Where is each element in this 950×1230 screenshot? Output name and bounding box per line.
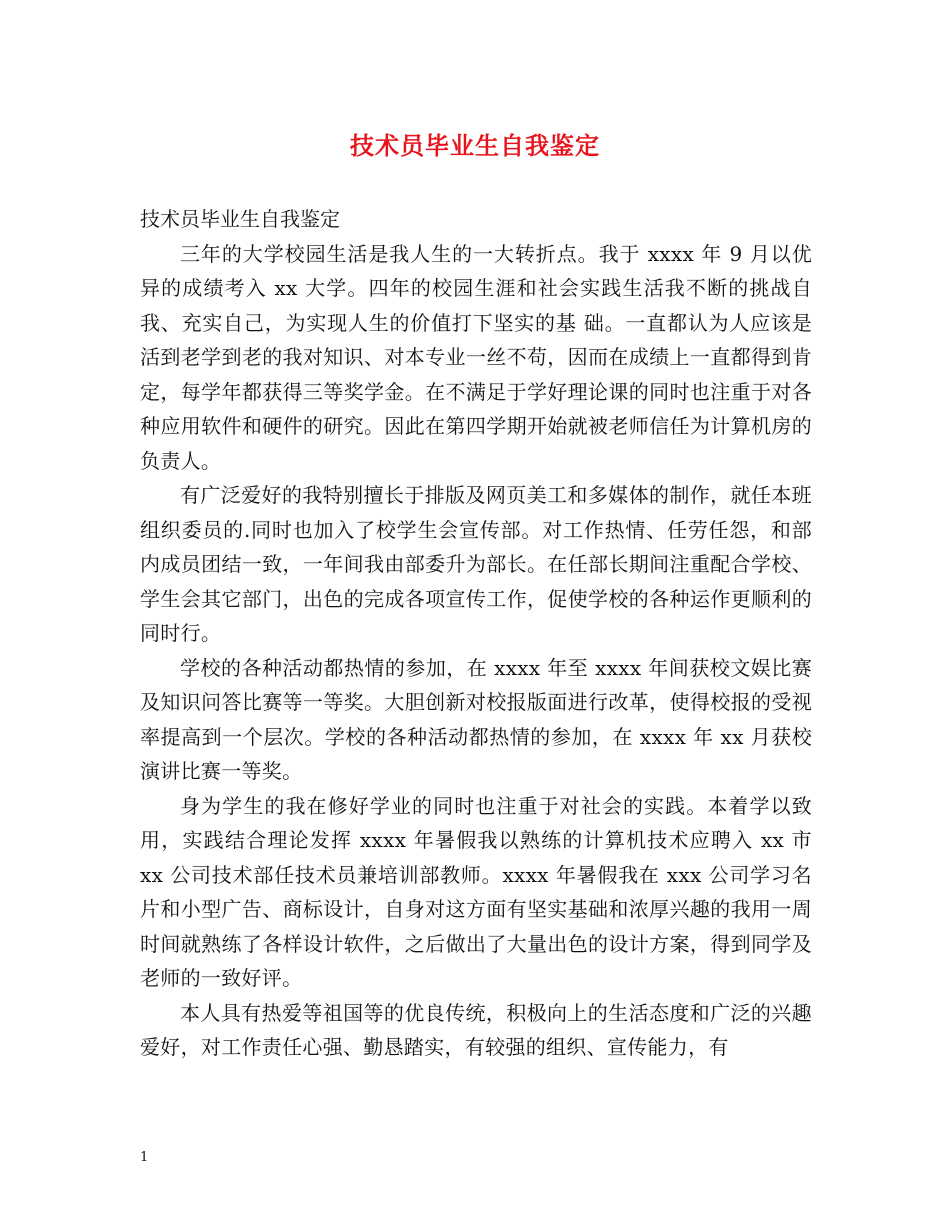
paragraph: 本人具有热爱等祖国等的优良传统，积极向上的生活态度和广泛的兴趣爱好，对工作责任心强、勤恳踏实，有较强的组织、宣传能力，有	[140, 1000, 812, 1059]
paragraph: 有广泛爱好的我特别擅长于排版及网页美工和多媒体的制作，就任本班组织委员的.同时也加入了校学生会宣传部。对工作热情、任劳任怨，和部内成员团结一致，一年间我由部委升为部长。在任部长期间注重配合学校、学生会其它部门，出色的完成各项宣传工作，促使学校的各种运作更顺利的同时行。	[140, 483, 812, 645]
document-body	[140, 202, 812, 1065]
document-title: 技术员毕业生自我鉴定	[350, 131, 600, 160]
paragraph: 学校的各种活动都热情的参加，在 xxxx 年至 xxxx 年间获校文娱比赛及知识问答比赛等一等奖。大胆创新对校报版面进行改革，使得校报的受视率提高到一个层次。学校的各种活动都热情的参加，在 xxxx 年 xx 月获校演讲比赛一等奖。	[140, 655, 812, 783]
paragraph: 身为学生的我在修好学业的同时也注重于对社会的实践。本着学以致用，实践结合理论发挥 xxxx 年暑假我以熟练的计算机技术应聘入 xx 市 xx 公司技术部任技术员兼培训部教师。xxxx 年暑假我在 xxx 公司学习名片和小型广告、商标设计，自身对这方面有坚实基础和浓厚兴趣的我用一周时间就熟练了各样设计软件，之后做出了大量出色的设计方案，得到同学及老师的一致好评。	[140, 793, 812, 990]
subheading: 技术员毕业生自我鉴定	[140, 207, 340, 231]
paragraph: 三年的大学校园生活是我人生的一大转折点。我于 xxxx 年 9 月以优异的成绩考入 xx 大学。四年的校园生涯和社会实践生活我不断的挑战自我、充实自己，为实现人生的价值打下坚实的基 础。一直都认为人应该是活到老学到老的我对知识、对本专业一丝不苟，因而在成绩上一直都得到肯定，每学年都获得三等奖学金。在不满足于学好理论课的同时也注重于对各种应用软件和硬件的研究。因此在第四学期开始就被老师信任为计算机房的负责人。	[140, 241, 812, 473]
page-number: 1	[140, 1150, 149, 1165]
